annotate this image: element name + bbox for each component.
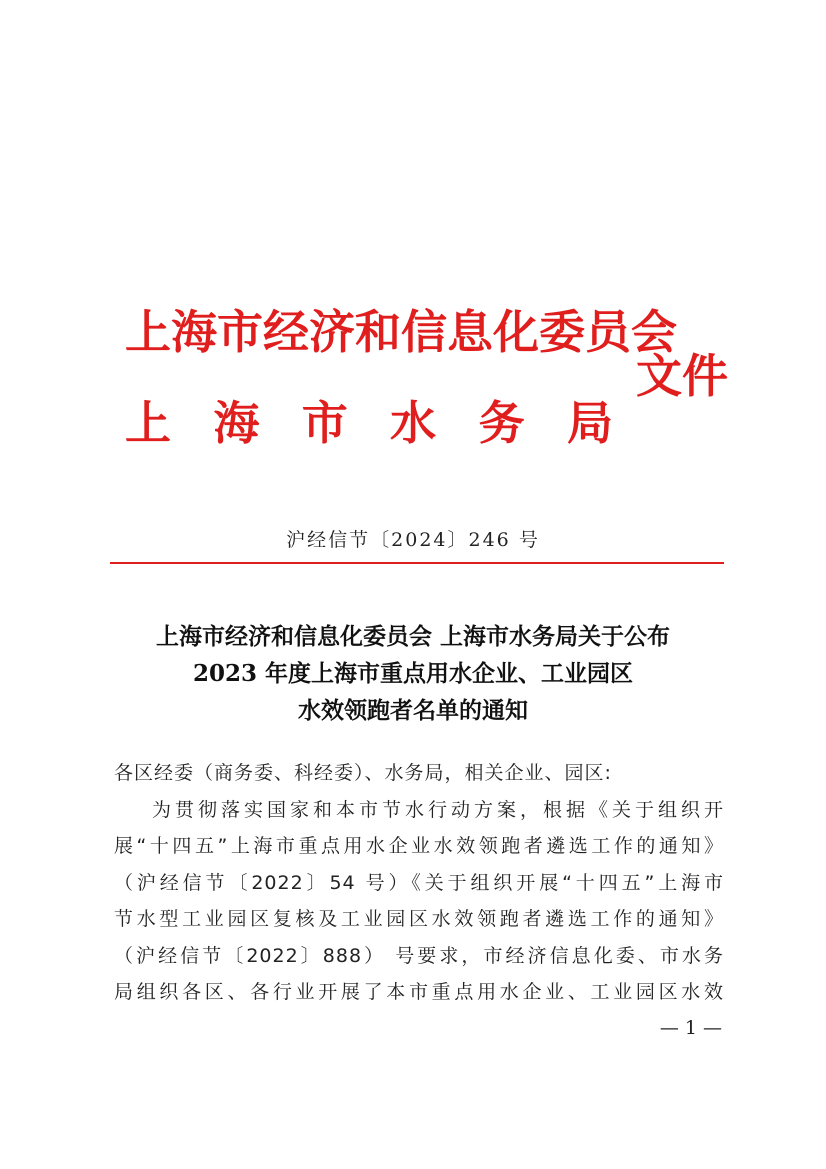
body-line: 节水型工业园区复核及工业园区水效领跑者遴选工作的通知》 xyxy=(114,908,724,930)
issuer-name-water-bureau xyxy=(125,387,613,453)
issuer-char: 水 xyxy=(390,396,437,450)
document-suffix-wenjian: 文件 xyxy=(636,349,728,403)
red-separator-line xyxy=(110,562,724,564)
body-line: （沪经信节〔2022〕54 号）《关于组织开展“十四五”上海市 xyxy=(114,871,724,894)
salutation: 各区经委（商务委、科经委）、水务局，相关企业、园区: xyxy=(114,762,612,784)
issuer-char: 务 xyxy=(478,396,525,450)
document-title xyxy=(0,618,826,729)
body-line: （沪经信节〔2022〕888） 号要求，市经济信息化委、市水务 xyxy=(114,944,724,967)
issuer-char: 海 xyxy=(213,396,260,450)
body-line: 局组织各区、各行业开展了本市重点用水企业、工业园区水效 xyxy=(114,981,724,1003)
title-line-3: 水效领跑者名单的通知 xyxy=(298,697,528,724)
issuer-char: 局 xyxy=(566,396,613,450)
title-line-2: 2023 年度上海市重点用水企业、工业园区 xyxy=(192,660,634,687)
document-number: 沪经信节〔2024〕246 号 xyxy=(286,529,540,551)
title-line-1: 上海市经济和信息化委员会 上海市水务局关于公布 xyxy=(155,623,670,650)
issuer-char: 市 xyxy=(301,396,348,450)
issuer-name-economy-commission: 上海市经济和信息化委员会 xyxy=(125,305,677,359)
issuer-char: 上 xyxy=(125,396,171,450)
page-number: — 1 — xyxy=(659,1017,722,1039)
body-line: 展“十四五”上海市重点用水企业水效领跑者遴选工作的通知》 xyxy=(114,835,724,857)
body-line: 为贯彻落实国家和本市节水行动方案，根据《关于组织开 xyxy=(152,798,724,821)
document-body xyxy=(114,755,724,1011)
